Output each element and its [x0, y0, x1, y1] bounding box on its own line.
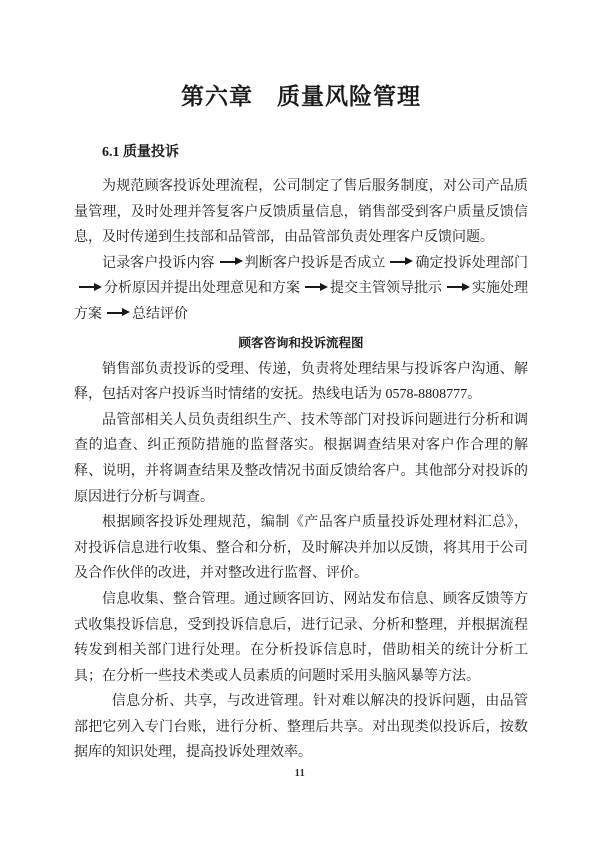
body-paragraph: 信息分析、共享，与改进管理。针对难以解决的投诉问题，由品管部把它列入专门台账，进行分析、整理后共享。对出现类似投诉后，按数据库的知识处理，提高投诉处理效率。 — [74, 694, 528, 761]
body-paragraph: 为规范顾客投诉处理流程，公司制定了售后服务制度，对公司产品质量管理，及时处理并答复客户反馈质量信息，销售部受到客户质量反馈信息，及时传递到生技部和品管部，由品管部负责处理客户反馈问题。 — [74, 179, 528, 246]
complaint-process-flow — [74, 251, 528, 328]
arrow-right-icon — [107, 312, 123, 314]
arrow-right-icon — [447, 286, 463, 288]
arrow-right-icon — [220, 261, 236, 263]
arrow-right-icon — [390, 261, 406, 263]
body-paragraph: 根据顾客投诉处理规范，编制《产品客户质量投诉处理材料汇总》，对投诉信息进行收集、整合和分析，及时解决并加以反馈，将其用于公司及合作伙伴的改进，并对整改进行监督、评价。 — [74, 515, 528, 582]
body-paragraph: 销售部负责投诉的受理、传递，负责将处理结果与投诉客户沟通、解释，包括对客户投诉当时情绪的安抚。热线电话为 0578-8808777。 — [74, 361, 528, 403]
section-heading: 6.1 质量投诉 — [102, 145, 179, 160]
body-paragraph: 信息收集、整合管理。通过顾客回访、网站发布信息、顾客反馈等方式收集投诉信息，受到投诉信息后，进行记录、分析和整理，并根据流程转发到相关部门进行处理。在分析投诉信息时，借助相关的统计分析工具；在分析一些技术类或人员素质的问题时采用头脑风暴等方法。 — [74, 591, 528, 684]
flow-step: 总结评价 — [132, 306, 188, 322]
chapter-title: 第六章 质量风险管理 — [181, 84, 421, 109]
body-paragraph: 品管部相关人员负责组织生产、技术等部门对投诉问题进行分析和调查的追查、纠正预防措施的监督落实。根据调查结果对客户作合理的解释、说明，并将调查结果及整改情况书面反馈给客户。其他部分对投诉的原因进行分析与调查。 — [74, 412, 528, 505]
flow-step: 确定投诉处理部门 — [415, 255, 529, 271]
arrow-right-icon — [79, 286, 95, 288]
flow-step: 实施处理方案 — [74, 281, 528, 322]
flow-step: 分析原因并提出处理意见和方案 — [104, 281, 300, 297]
figure-caption: 顾客咨询和投诉流程图 — [238, 335, 364, 350]
page-number: 11 — [294, 768, 306, 779]
flow-step: 提交主管领导批示 — [330, 281, 442, 297]
flow-step: 记录客户投诉内容 — [102, 255, 215, 271]
arrow-right-icon — [305, 286, 321, 288]
flow-step: 判断客户投诉是否成立 — [244, 255, 386, 271]
